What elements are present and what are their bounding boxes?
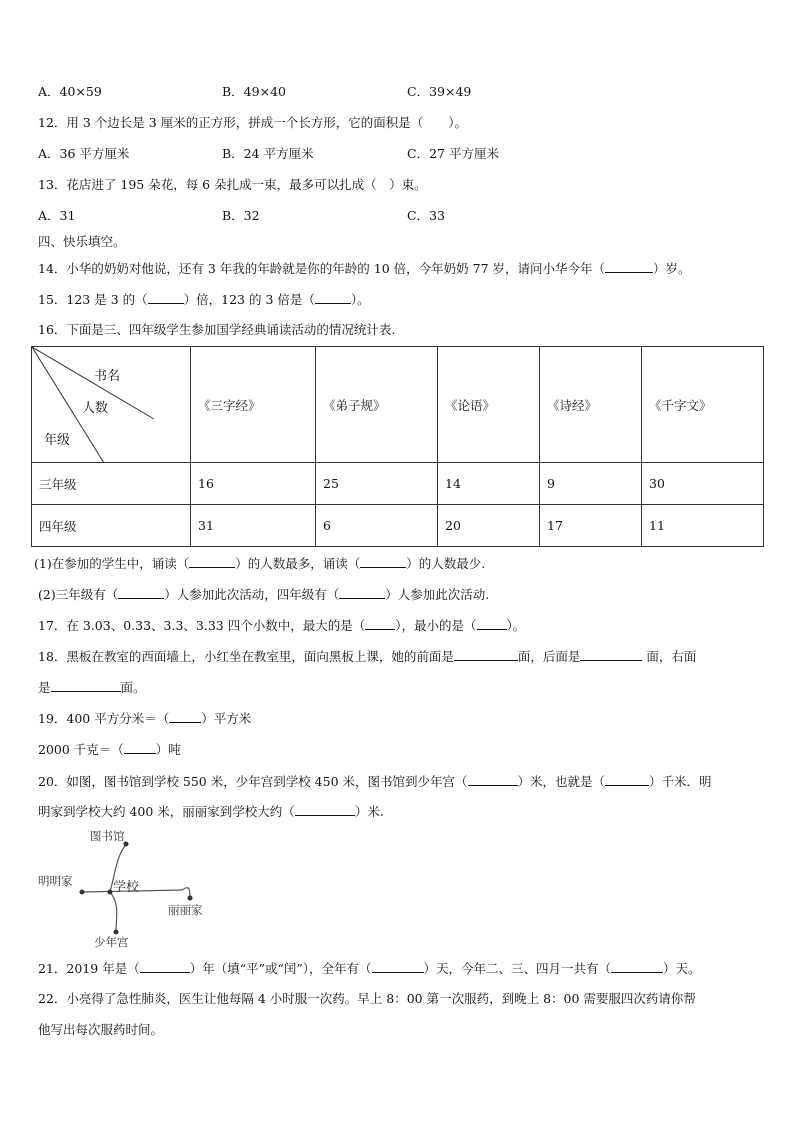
answer-blank[interactable] xyxy=(169,710,201,723)
answer-blank[interactable] xyxy=(580,648,642,661)
answer-blank[interactable] xyxy=(468,773,518,786)
table-cell: 6 xyxy=(316,505,438,547)
q20-part-a: 20．如图，图书馆到学校 550 米，少年宫到学校 450 米，图书馆到少年宫（ xyxy=(38,774,468,789)
q18-part-a: 18．黑板在教室的西面墙上，小红坐在教室里，面向黑板上课，她的前面是 xyxy=(38,649,454,664)
table-row xyxy=(32,505,764,547)
q14-text xyxy=(38,260,691,277)
answer-blank[interactable] xyxy=(140,960,190,973)
table-cell: 9 xyxy=(540,463,642,505)
map-label-library: 图书馆 xyxy=(90,829,125,843)
header-book-2: 《弟子规》 xyxy=(316,347,438,463)
table-cell: 14 xyxy=(438,463,540,505)
q20-part-b: ）米，也就是（ xyxy=(517,774,606,789)
q15-text xyxy=(38,291,370,308)
q16-sub2-part-a: (2)三年级有（ xyxy=(38,587,119,602)
table-cell: 17 xyxy=(540,505,642,547)
q16-sub2-part-c: ）人参加此次活动. xyxy=(385,587,490,602)
answer-blank[interactable] xyxy=(315,291,351,304)
q20-map-figure xyxy=(30,828,230,953)
q19-line1 xyxy=(38,710,251,727)
q20-part-d: 明家到学校大约 400 米，丽丽家到学校大约（ xyxy=(38,804,295,819)
q21-part-c: ）天，今年二、三、四月一共有（ xyxy=(423,961,612,976)
answer-blank[interactable] xyxy=(611,960,663,973)
q14-part-b: ）岁。 xyxy=(653,261,691,276)
q19-part-b: ）平方米 xyxy=(201,711,252,726)
table-cell: 30 xyxy=(642,463,764,505)
q18-line1 xyxy=(38,648,696,665)
q21-part-b: ）年（填“平”或“闰”），全年有（ xyxy=(189,961,372,976)
header-book-4: 《诗经》 xyxy=(540,347,642,463)
q18-part-b: 面，后面是 xyxy=(517,649,581,664)
q18-part-c: 面，右面 xyxy=(642,649,697,664)
q12-option-a: A．36 平方厘米 xyxy=(38,146,130,161)
answer-blank[interactable] xyxy=(477,617,507,630)
table-header-row xyxy=(32,347,764,463)
q17-text xyxy=(38,617,525,634)
q15-part-b: ）倍，123 的 3 倍是（ xyxy=(183,292,315,307)
header-book-5: 《千字文》 xyxy=(642,347,764,463)
table-cell: 11 xyxy=(642,505,764,547)
row-grade-label: 四年级 xyxy=(32,505,191,547)
answer-blank[interactable] xyxy=(339,586,385,599)
q20-line1 xyxy=(38,773,712,790)
answer-blank[interactable] xyxy=(189,555,235,568)
q13-option-c: C．33 xyxy=(407,208,445,223)
map-label-mingming: 明明家 xyxy=(38,874,73,888)
q21-part-a: 21．2019 年是（ xyxy=(38,961,140,976)
q16-sub1-part-b: ）的人数最多，诵读（ xyxy=(235,556,361,571)
q19-part-c: 2000 千克＝（ xyxy=(38,742,124,757)
q14-part-a: 14．小华的奶奶对他说，还有 3 年我的年龄就是你的年龄的 10 倍，今年奶奶 77 岁，请问小华今年（ xyxy=(38,261,606,276)
answer-blank[interactable] xyxy=(605,260,653,273)
q11-option-c: C．39×49 xyxy=(407,84,472,99)
statistics-table xyxy=(31,346,764,547)
q22-line2: 他写出每次服药时间。 xyxy=(38,1022,164,1037)
map-label-youth-palace: 少年宫 xyxy=(94,935,129,949)
q15-part-c: ）。 xyxy=(350,292,370,307)
q19-part-d: ）吨 xyxy=(155,742,181,757)
q15-part-a: 15．123 是 3 的（ xyxy=(38,292,148,307)
answer-blank[interactable] xyxy=(51,679,121,692)
answer-blank[interactable] xyxy=(454,648,518,661)
q21-text xyxy=(38,960,701,977)
school-point xyxy=(108,890,113,895)
table-cell: 16 xyxy=(191,463,316,505)
q20-part-e: ）米. xyxy=(354,804,384,819)
q22-line1: 22．小亮得了急性肺炎，医生让他每隔 4 小时服一次药。早上 8：00 第一次服药，到晚上 8：00 需要服四次药请你帮 xyxy=(38,991,696,1006)
answer-blank[interactable] xyxy=(118,586,164,599)
q13-option-b: B．32 xyxy=(222,208,260,223)
answer-blank[interactable] xyxy=(295,803,355,816)
mingming-point xyxy=(80,890,85,895)
q21-part-d: ）天。 xyxy=(663,961,701,976)
row-grade-label: 三年级 xyxy=(32,463,191,505)
q17-part-c: ）。 xyxy=(506,618,526,633)
answer-blank[interactable] xyxy=(360,555,406,568)
answer-blank[interactable] xyxy=(365,617,395,630)
map-label-lili: 丽丽家 xyxy=(168,903,203,917)
q13-option-a: A．31 xyxy=(38,208,76,223)
q18-line2 xyxy=(38,679,146,696)
q18-part-d: 是 xyxy=(38,680,51,695)
answer-blank[interactable] xyxy=(124,741,156,754)
q12-option-c: C．27 平方厘米 xyxy=(407,146,499,161)
table-cell: 31 xyxy=(191,505,316,547)
diag-label-grade: 年级 xyxy=(44,433,71,448)
answer-blank[interactable] xyxy=(372,960,424,973)
diagonal-header-cell xyxy=(32,347,191,463)
section-heading: 四、快乐填空。 xyxy=(38,234,126,249)
table-cell: 20 xyxy=(438,505,540,547)
q19-part-a: 19．400 平方分米＝（ xyxy=(38,711,170,726)
q17-part-a: 17．在 3.03、0.33、3.3、3.33 四个小数中，最大的是（ xyxy=(38,618,366,633)
lili-point xyxy=(188,896,193,901)
q16-sub1-part-a: (1)在参加的学生中，诵读（ xyxy=(34,556,190,571)
q12-option-b: B．24 平方厘米 xyxy=(222,146,314,161)
q17-part-b: ），最小的是（ xyxy=(395,618,477,633)
answer-blank[interactable] xyxy=(148,291,184,304)
q20-part-c: ）千米．明 xyxy=(649,774,712,789)
q19-line2 xyxy=(38,741,181,758)
q11-option-a: A．40×59 xyxy=(38,84,102,99)
q16-sub1 xyxy=(34,555,485,572)
q20-line2 xyxy=(38,803,384,820)
diag-label-book: 书名 xyxy=(94,369,121,384)
q16-sub2-part-b: ）人参加此次活动，四年级有（ xyxy=(164,587,340,602)
header-book-3: 《论语》 xyxy=(438,347,540,463)
q16-text: 16．下面是三、四年级学生参加国学经典诵读活动的情况统计表. xyxy=(38,322,396,337)
q18-part-e: 面。 xyxy=(120,680,146,695)
q16-sub1-part-c: ）的人数最少. xyxy=(406,556,486,571)
header-book-1: 《三字经》 xyxy=(191,347,316,463)
q12-text: 12．用 3 个边长是 3 厘米的正方形，拼成一个长方形，它的面积是（ ）。 xyxy=(38,115,467,130)
table-row xyxy=(32,463,764,505)
q13-text: 13．花店进了 195 朵花，每 6 朵扎成一束，最多可以扎成（ ）束。 xyxy=(38,177,427,192)
answer-blank[interactable] xyxy=(605,773,649,786)
q11-option-b: B．49×40 xyxy=(222,84,286,99)
q16-sub2 xyxy=(38,586,489,603)
diag-label-count: 人数 xyxy=(82,401,109,416)
table-cell: 25 xyxy=(316,463,438,505)
map-label-school: 学校 xyxy=(113,880,140,895)
